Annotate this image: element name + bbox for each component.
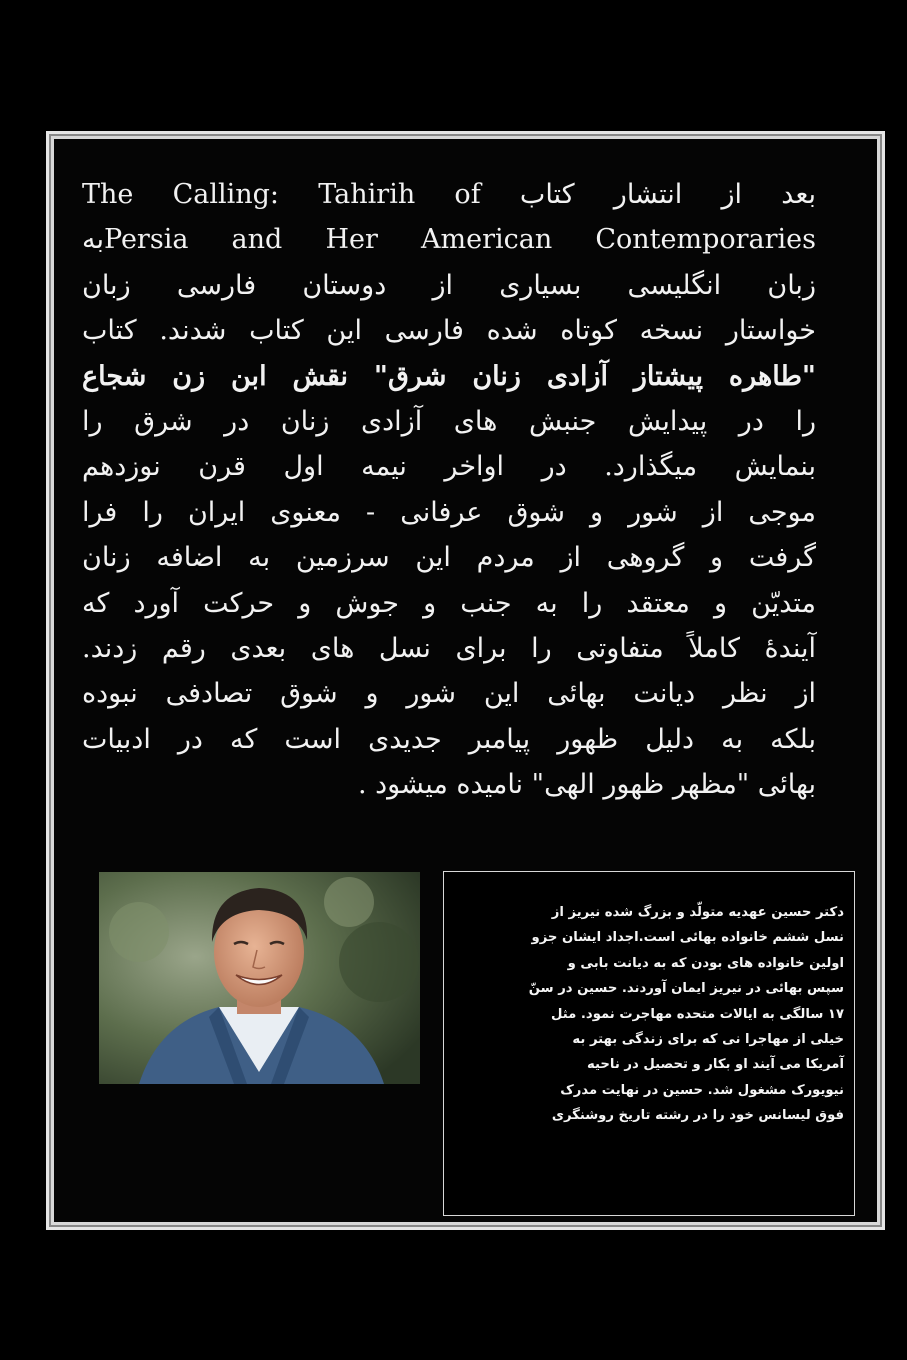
- bio-line-7: آمریکا می آیند او بکار و تحصیل در ناحیه: [586, 1057, 844, 1073]
- main-line-9: گرفت و گروهی از مردم این سرزمین به اضافه زنان: [82, 542, 816, 574]
- main-line-5: "طاهره پیشتاز آزادی زنان شرق" نقش ابن زن شجاع: [82, 360, 816, 392]
- main-line-13: بلکه به دلیل ظهور پیامبر جدیدی است که در ادبیات: [82, 723, 816, 755]
- bio-line-5: ۱۷ سالگی به ایالات متحده مهاجرت نمود. مثل: [551, 1006, 844, 1022]
- bio-line-9: فوق لیسانس خود را در رشته تاریخ روشنگری: [551, 1108, 844, 1124]
- bio-line-4: سپس بهائی در نیریز ایمان آوردند. حسین در سنّ: [528, 981, 844, 997]
- author-photo: [99, 872, 420, 1084]
- bio-line-8: نیویورک مشغول شد. حسین در نهایت مدرک: [560, 1082, 844, 1098]
- bio-line-2: نسل ششم خانواده بهائی است.اجداد ایشان جزو: [531, 930, 844, 946]
- author-bio-box: [443, 871, 855, 1216]
- main-line-8: موجی از شور و شوق عرفانی - معنوی ایران را فرا: [82, 496, 816, 528]
- bio-line-3: اولین خانواده های بودن که به دیانت بابی و: [567, 955, 844, 971]
- bio-line-1: دکتر حسین عهدیه متولّد و بزرگ شده نیریز از: [551, 905, 844, 920]
- main-line-6: را در پیدایش جنبش های آزادی زنان در شرق را: [82, 406, 816, 438]
- main-line-12: از نظر دیانت بهائی این شور و شوق تصادفی نبوده: [82, 678, 816, 710]
- bio-line-6: خیلی از مهاجرا نی که برای زندگی بهتر به: [572, 1032, 844, 1048]
- main-line-11: آیندۀ کاملاً متفاوتی را برای نسل های بعدی رقم زدند.: [82, 633, 816, 665]
- main-line-4: خواستار نسخه کوتاه شده فارسی این کتاب شدند. کتاب: [82, 315, 816, 347]
- main-line-2: Persia and Her American Contemporariesبه: [82, 224, 816, 256]
- main-line-14: بهائی "مظهر ظهور الهی" نامیده میشود .: [357, 769, 816, 801]
- main-description: [82, 172, 816, 808]
- main-line-10: متديّن و معتقد را به جنب و جوش و حرکت آورد که: [82, 587, 816, 619]
- author-bio: [474, 900, 844, 1129]
- main-line-7: بنمایش میگذارد. در اواخر نیمه اول قرن نوزدهم: [82, 451, 816, 483]
- main-line-3: زبان انگلیسی بسیاری از دوستان فارسی زبان: [82, 269, 816, 301]
- main-line-1: بعد از انتشار کتاب The Calling: Tahirih of: [82, 179, 816, 210]
